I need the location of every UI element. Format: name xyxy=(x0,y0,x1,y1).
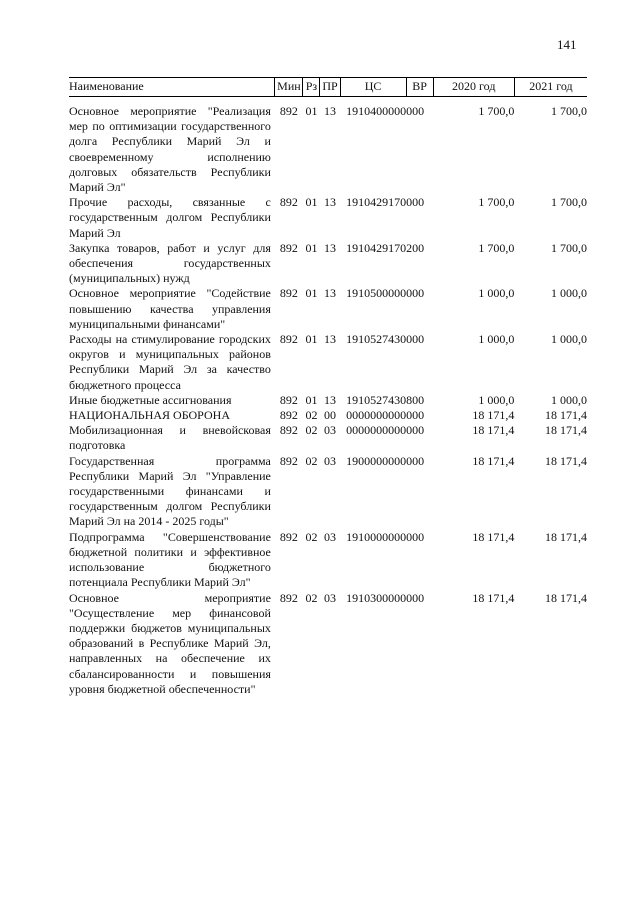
row-amount-2020: 1 000,0 xyxy=(478,332,515,347)
row-rz: 02 xyxy=(305,423,318,438)
row-vr: 000 xyxy=(406,590,425,605)
row-vr: 000 xyxy=(406,286,425,301)
row-cs: 0000000000 xyxy=(346,408,407,423)
row-vr: 000 xyxy=(406,104,425,118)
row-vr: 000 xyxy=(406,423,425,438)
row-amount-2021: 1 000,0 xyxy=(551,286,587,301)
row-name: Мобилизационная и вневойсковая подготовка xyxy=(69,423,271,453)
row-cs: 1910000000 xyxy=(346,529,407,544)
row-cs: 1900000000 xyxy=(346,453,407,468)
row-rz: 02 xyxy=(305,408,318,423)
row-pr: 03 xyxy=(323,453,336,468)
row-cs: 1910527430 xyxy=(346,332,407,347)
row-rz: 01 xyxy=(305,104,318,118)
row-pr: 03 xyxy=(323,529,336,544)
row-amount-2021: 1 700,0 xyxy=(551,104,587,118)
row-amount-2020: 1 700,0 xyxy=(478,104,515,118)
header-name: Наименование xyxy=(69,78,275,97)
row-rz: 01 xyxy=(305,332,318,347)
row-name: Основное мероприятие "Реализация мер по оптимизации государственного долга Республики Марий Эл и своевременному исполнению долговых обязательств Республики Марий Эл" xyxy=(69,104,271,195)
row-min: 892 xyxy=(279,104,298,118)
row-rz: 01 xyxy=(305,195,318,210)
row-vr: 000 xyxy=(406,453,425,468)
header-2021: 2021 год xyxy=(514,78,587,97)
table-row xyxy=(69,332,587,393)
row-amount-2021: 18 171,4 xyxy=(545,590,587,605)
row-cs: 1910429170 xyxy=(346,195,407,210)
table-header-row xyxy=(69,78,587,97)
row-cs: 1910500000 xyxy=(346,286,407,301)
row-amount-2020: 1 000,0 xyxy=(478,286,515,301)
row-amount-2020: 1 700,0 xyxy=(478,195,515,210)
row-vr: 200 xyxy=(406,240,425,255)
row-rz: 01 xyxy=(305,240,318,255)
row-amount-2020: 1 700,0 xyxy=(478,240,515,255)
row-min: 892 xyxy=(279,392,298,407)
header-min: Мин xyxy=(275,78,303,97)
table-row xyxy=(69,591,587,697)
row-name: Закупка товаров, работ и услуг для обеспечения государственных (муниципальных) нужд xyxy=(69,240,271,286)
row-pr: 03 xyxy=(323,590,336,605)
row-name: Прочие расходы, связанные с государственным долгом Республики Марий Эл xyxy=(69,195,271,240)
row-name: Подпрограмма "Совершенствование бюджетной политики и эффективное использование бюджетного потенциала Республики Марий Эл" xyxy=(69,529,271,590)
header-vr: ВР xyxy=(406,78,433,97)
row-amount-2020: 18 171,4 xyxy=(472,408,515,423)
row-amount-2020: 18 171,4 xyxy=(472,590,515,605)
row-amount-2020: 1 000,0 xyxy=(478,392,515,407)
row-name: Иные бюджетные ассигнования xyxy=(69,392,232,407)
row-vr: 000 xyxy=(406,408,425,423)
row-amount-2021: 1 000,0 xyxy=(551,332,587,347)
table-row xyxy=(69,423,587,453)
row-pr: 13 xyxy=(323,195,336,210)
header-cs: ЦС xyxy=(340,78,406,97)
row-amount-2021: 18 171,4 xyxy=(545,529,587,544)
row-rz: 01 xyxy=(305,392,318,407)
row-amount-2020: 18 171,4 xyxy=(472,529,515,544)
page-number: 141 xyxy=(557,37,577,52)
header-pr: ПР xyxy=(320,78,340,97)
table-row xyxy=(69,454,587,530)
row-amount-2021: 18 171,4 xyxy=(545,408,587,423)
table-row xyxy=(69,286,587,332)
row-vr: 800 xyxy=(406,392,425,407)
header-rz: Рз xyxy=(303,78,320,97)
row-min: 892 xyxy=(279,408,298,423)
row-cs: 1910527430 xyxy=(346,392,407,407)
row-name: Основное мероприятие "Осуществление мер финансовой поддержки бюджетов муниципальных образований в Республике Марий Эл, направленных на обеспечение их сбалансированности и повышения уровня бюджетной обеспеченности" xyxy=(69,590,271,696)
row-pr: 13 xyxy=(323,240,336,255)
header-2020: 2020 год xyxy=(433,78,514,97)
table-body xyxy=(69,97,587,697)
row-cs: 1910400000 xyxy=(346,104,407,118)
row-vr: 000 xyxy=(406,529,425,544)
table-row xyxy=(69,241,587,287)
row-amount-2021: 1 000,0 xyxy=(551,392,587,407)
row-min: 892 xyxy=(279,529,298,544)
row-pr: 13 xyxy=(323,104,336,118)
row-min: 892 xyxy=(279,240,298,255)
table-row xyxy=(69,393,587,408)
row-vr: 000 xyxy=(406,195,425,210)
row-amount-2020: 18 171,4 xyxy=(472,453,515,468)
row-amount-2020: 18 171,4 xyxy=(472,423,515,438)
row-min: 892 xyxy=(279,590,298,605)
row-rz: 02 xyxy=(305,453,318,468)
row-name: Расходы на стимулирование городских округов и муниципальных районов Республики Марий Эл за качество бюджетного процесса xyxy=(69,332,271,392)
row-pr: 03 xyxy=(323,423,336,438)
row-pr: 13 xyxy=(323,332,336,347)
row-pr: 00 xyxy=(323,408,336,423)
row-amount-2021: 18 171,4 xyxy=(545,453,587,468)
row-min: 892 xyxy=(279,195,298,210)
row-cs: 1910429170 xyxy=(346,240,407,255)
row-cs: 1910300000 xyxy=(346,590,407,605)
budget-table xyxy=(69,77,587,697)
row-amount-2021: 18 171,4 xyxy=(545,423,587,438)
row-min: 892 xyxy=(279,332,298,347)
row-vr: 000 xyxy=(406,332,425,347)
table-row xyxy=(69,195,587,241)
row-pr: 13 xyxy=(323,286,336,301)
row-pr: 13 xyxy=(323,392,336,407)
table-row xyxy=(69,530,587,591)
row-rz: 02 xyxy=(305,590,318,605)
row-amount-2021: 1 700,0 xyxy=(551,195,587,210)
row-name: НАЦИОНАЛЬНАЯ ОБОРОНА xyxy=(69,408,230,423)
row-min: 892 xyxy=(279,453,298,468)
table-row xyxy=(69,408,587,423)
row-rz: 02 xyxy=(305,529,318,544)
row-cs: 0000000000 xyxy=(346,423,407,438)
table-row xyxy=(69,97,587,196)
row-min: 892 xyxy=(279,286,298,301)
row-amount-2021: 1 700,0 xyxy=(551,240,587,255)
row-name: Государственная программа Республики Марий Эл "Управление государственными финансами и государственным долгом Республики Марий Эл на 2014 - 2025 годы" xyxy=(69,453,271,529)
row-name: Основное мероприятие "Содействие повышению качества управления муниципальными финансами" xyxy=(69,286,271,331)
row-min: 892 xyxy=(279,423,298,438)
row-rz: 01 xyxy=(305,286,318,301)
